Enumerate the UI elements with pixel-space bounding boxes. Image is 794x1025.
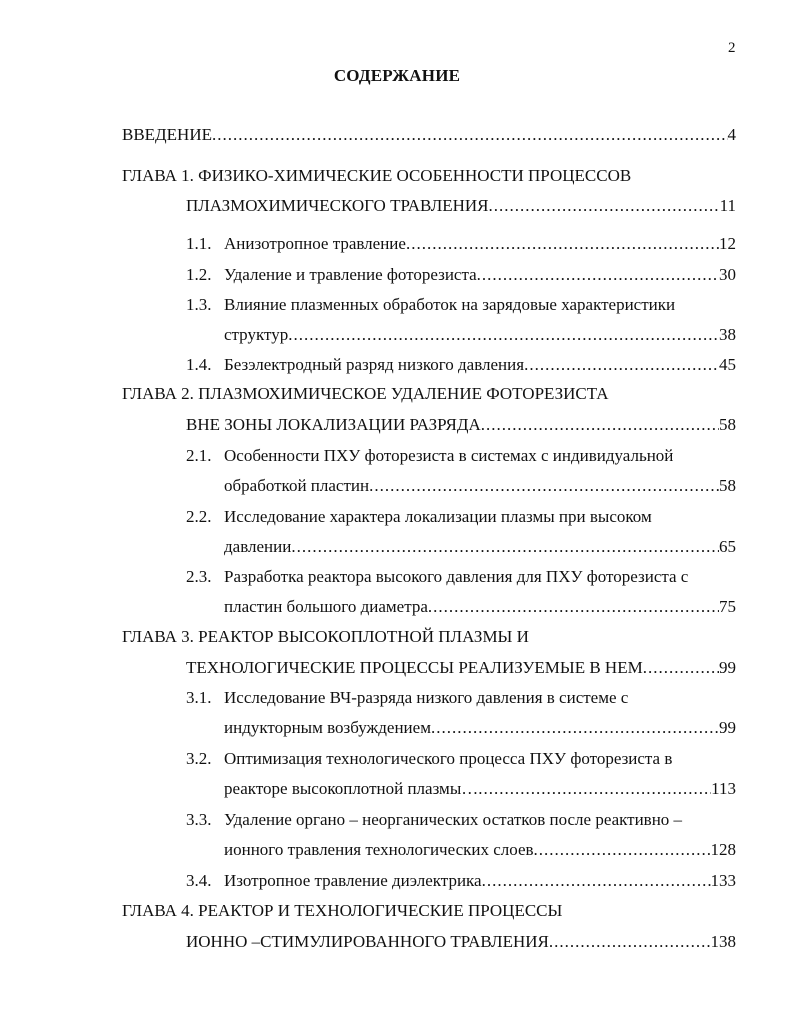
toc-chapter-2-heading-cont	[186, 415, 736, 439]
toc-page: 99	[719, 658, 736, 677]
toc-chapter-1-heading-cont	[186, 196, 736, 220]
toc-section-2-2	[186, 507, 736, 531]
toc-section-2-3-cont	[224, 597, 736, 621]
section-number: 3.3.	[186, 810, 212, 829]
toc-label: Безэлектродный разряд низкого давления	[224, 355, 525, 374]
toc-entry-intro	[122, 125, 736, 149]
toc-section-1-1	[186, 234, 736, 258]
toc-label: реакторе высокоплотной плазмы…	[224, 779, 479, 798]
toc-section-2-2-cont	[224, 537, 736, 561]
toc-label: Исследование характера локализации плазмы при высоком	[224, 507, 652, 526]
toc-label: ГЛАВА 4. РЕАКТОР И ТЕХНОЛОГИЧЕСКИЕ ПРОЦЕССЫ	[122, 901, 563, 920]
toc-chapter-3-heading	[122, 627, 682, 651]
toc-section-1-4	[186, 355, 736, 379]
toc-page: 138	[710, 932, 736, 951]
section-number: 1.1.	[186, 234, 212, 253]
leader-dots	[643, 658, 719, 678]
leader-dots	[524, 355, 719, 375]
section-number: 1.4.	[186, 355, 212, 374]
toc-label: ГЛАВА 3. РЕАКТОР ВЫСОКОПЛОТНОЙ ПЛАЗМЫ И	[122, 627, 529, 646]
toc-label: Влияние плазменных обработок на зарядовые характеристики	[224, 295, 676, 314]
toc-chapter-1-heading	[122, 166, 682, 190]
toc-label: Особенности ПХУ фоторезиста в системах с индивидуальной	[224, 446, 674, 465]
toc-section-1-3	[186, 295, 736, 319]
toc-label: Разработка реактора высокого давления для ПХУ фоторезиста с	[224, 567, 689, 586]
leader-dots	[369, 476, 719, 496]
toc-page: 128	[710, 840, 736, 859]
toc-page: 133	[710, 871, 736, 890]
toc-page: 38	[719, 325, 736, 344]
toc-section-2-1	[186, 446, 736, 470]
section-number: 1.3.	[186, 295, 212, 314]
toc-label: ГЛАВА 2. ПЛАЗМОХИМИЧЕСКОЕ УДАЛЕНИЕ ФОТОРЕЗИСТА	[122, 384, 609, 403]
toc-page: 45	[719, 355, 736, 374]
toc-label: ионного травления технологических слоев	[224, 840, 534, 859]
toc-page: 12	[719, 234, 736, 253]
toc-page: 65	[719, 537, 736, 556]
toc-page: 4	[727, 125, 736, 144]
toc-label: ГЛАВА 1. ФИЗИКО-ХИМИЧЕСКИЕ ОСОБЕННОСТИ ПРОЦЕССОВ	[122, 166, 632, 185]
toc-section-3-2	[186, 749, 736, 773]
page-number: 2	[728, 40, 736, 56]
section-number: 2.2.	[186, 507, 212, 526]
toc-label: ВНЕ ЗОНЫ ЛОКАЛИЗАЦИИ РАЗРЯДА	[186, 415, 481, 434]
toc-label: Анизотропное травление	[224, 234, 406, 253]
toc-section-3-4	[186, 871, 736, 895]
toc-chapter-3-heading-cont	[186, 658, 736, 682]
leader-dots	[534, 840, 711, 860]
toc-label: пластин большого диаметра	[224, 597, 428, 616]
toc-page: 75	[719, 597, 736, 616]
toc-label: Удаление органо – неорганических остатков после реактивно –	[224, 810, 683, 829]
toc-label: Изотропное травление диэлектрика	[224, 871, 482, 890]
toc-section-2-3	[186, 567, 736, 591]
toc-page: 99	[719, 718, 736, 737]
leader-dots	[288, 325, 719, 345]
toc-label: обработкой пластин	[224, 476, 370, 495]
leader-dots	[406, 234, 719, 254]
toc-section-3-3-cont	[224, 840, 736, 864]
toc-label: ПЛАЗМОХИМИЧЕСКОГО ТРАВЛЕНИЯ	[186, 196, 489, 215]
toc-section-3-3	[186, 810, 736, 834]
toc-page: 11	[719, 196, 736, 215]
toc-label: индукторным возбуждением	[224, 718, 431, 737]
toc-section-2-1-cont	[224, 476, 736, 500]
toc-page: 58	[719, 415, 736, 434]
leader-dots	[428, 597, 719, 617]
leader-dots	[482, 871, 711, 891]
toc-label: Удаление и травление фоторезиста	[224, 265, 477, 284]
section-number: 3.4.	[186, 871, 212, 890]
toc-label: давлении	[224, 537, 292, 556]
toc-label: структур	[224, 325, 289, 344]
page-title: СОДЕРЖАНИЕ	[333, 66, 461, 85]
toc-section-3-1-cont	[224, 718, 736, 742]
toc-chapter-2-heading	[122, 384, 682, 408]
toc-page: 58	[719, 476, 736, 495]
toc-page: 113	[711, 779, 736, 798]
leader-dots	[489, 196, 720, 216]
toc-page: 30	[719, 265, 736, 284]
section-number: 3.2.	[186, 749, 212, 768]
leader-dots	[212, 125, 728, 145]
section-number: 3.1.	[186, 688, 212, 707]
toc-label: ВВЕДЕНИЕ	[122, 125, 212, 144]
toc-label: Исследование ВЧ-разряда низкого давления в системе с	[224, 688, 629, 707]
toc-label: Оптимизация технологического процесса ПХУ фоторезиста в	[224, 749, 673, 768]
toc-label: ТЕХНОЛОГИЧЕСКИЕ ПРОЦЕССЫ РЕАЛИЗУЕМЫЕ В НЕМ	[186, 658, 643, 677]
leader-dots	[549, 932, 711, 952]
leader-dots	[291, 537, 719, 557]
toc-section-1-2	[186, 265, 736, 289]
toc-section-3-1	[186, 688, 736, 712]
toc-chapter-4-heading-cont	[186, 932, 736, 956]
toc-section-3-2-cont	[224, 779, 736, 803]
section-number: 2.1.	[186, 446, 212, 465]
toc-section-1-3-cont	[224, 325, 736, 349]
section-number: 1.2.	[186, 265, 212, 284]
toc-label: ИОННО –СТИМУЛИРОВАННОГО ТРАВЛЕНИЯ	[186, 932, 549, 951]
leader-dots	[431, 718, 719, 738]
leader-dots	[481, 415, 719, 435]
toc-chapter-4-heading	[122, 901, 682, 925]
leader-dots	[478, 779, 711, 799]
section-number: 2.3.	[186, 567, 212, 586]
leader-dots	[477, 265, 719, 285]
